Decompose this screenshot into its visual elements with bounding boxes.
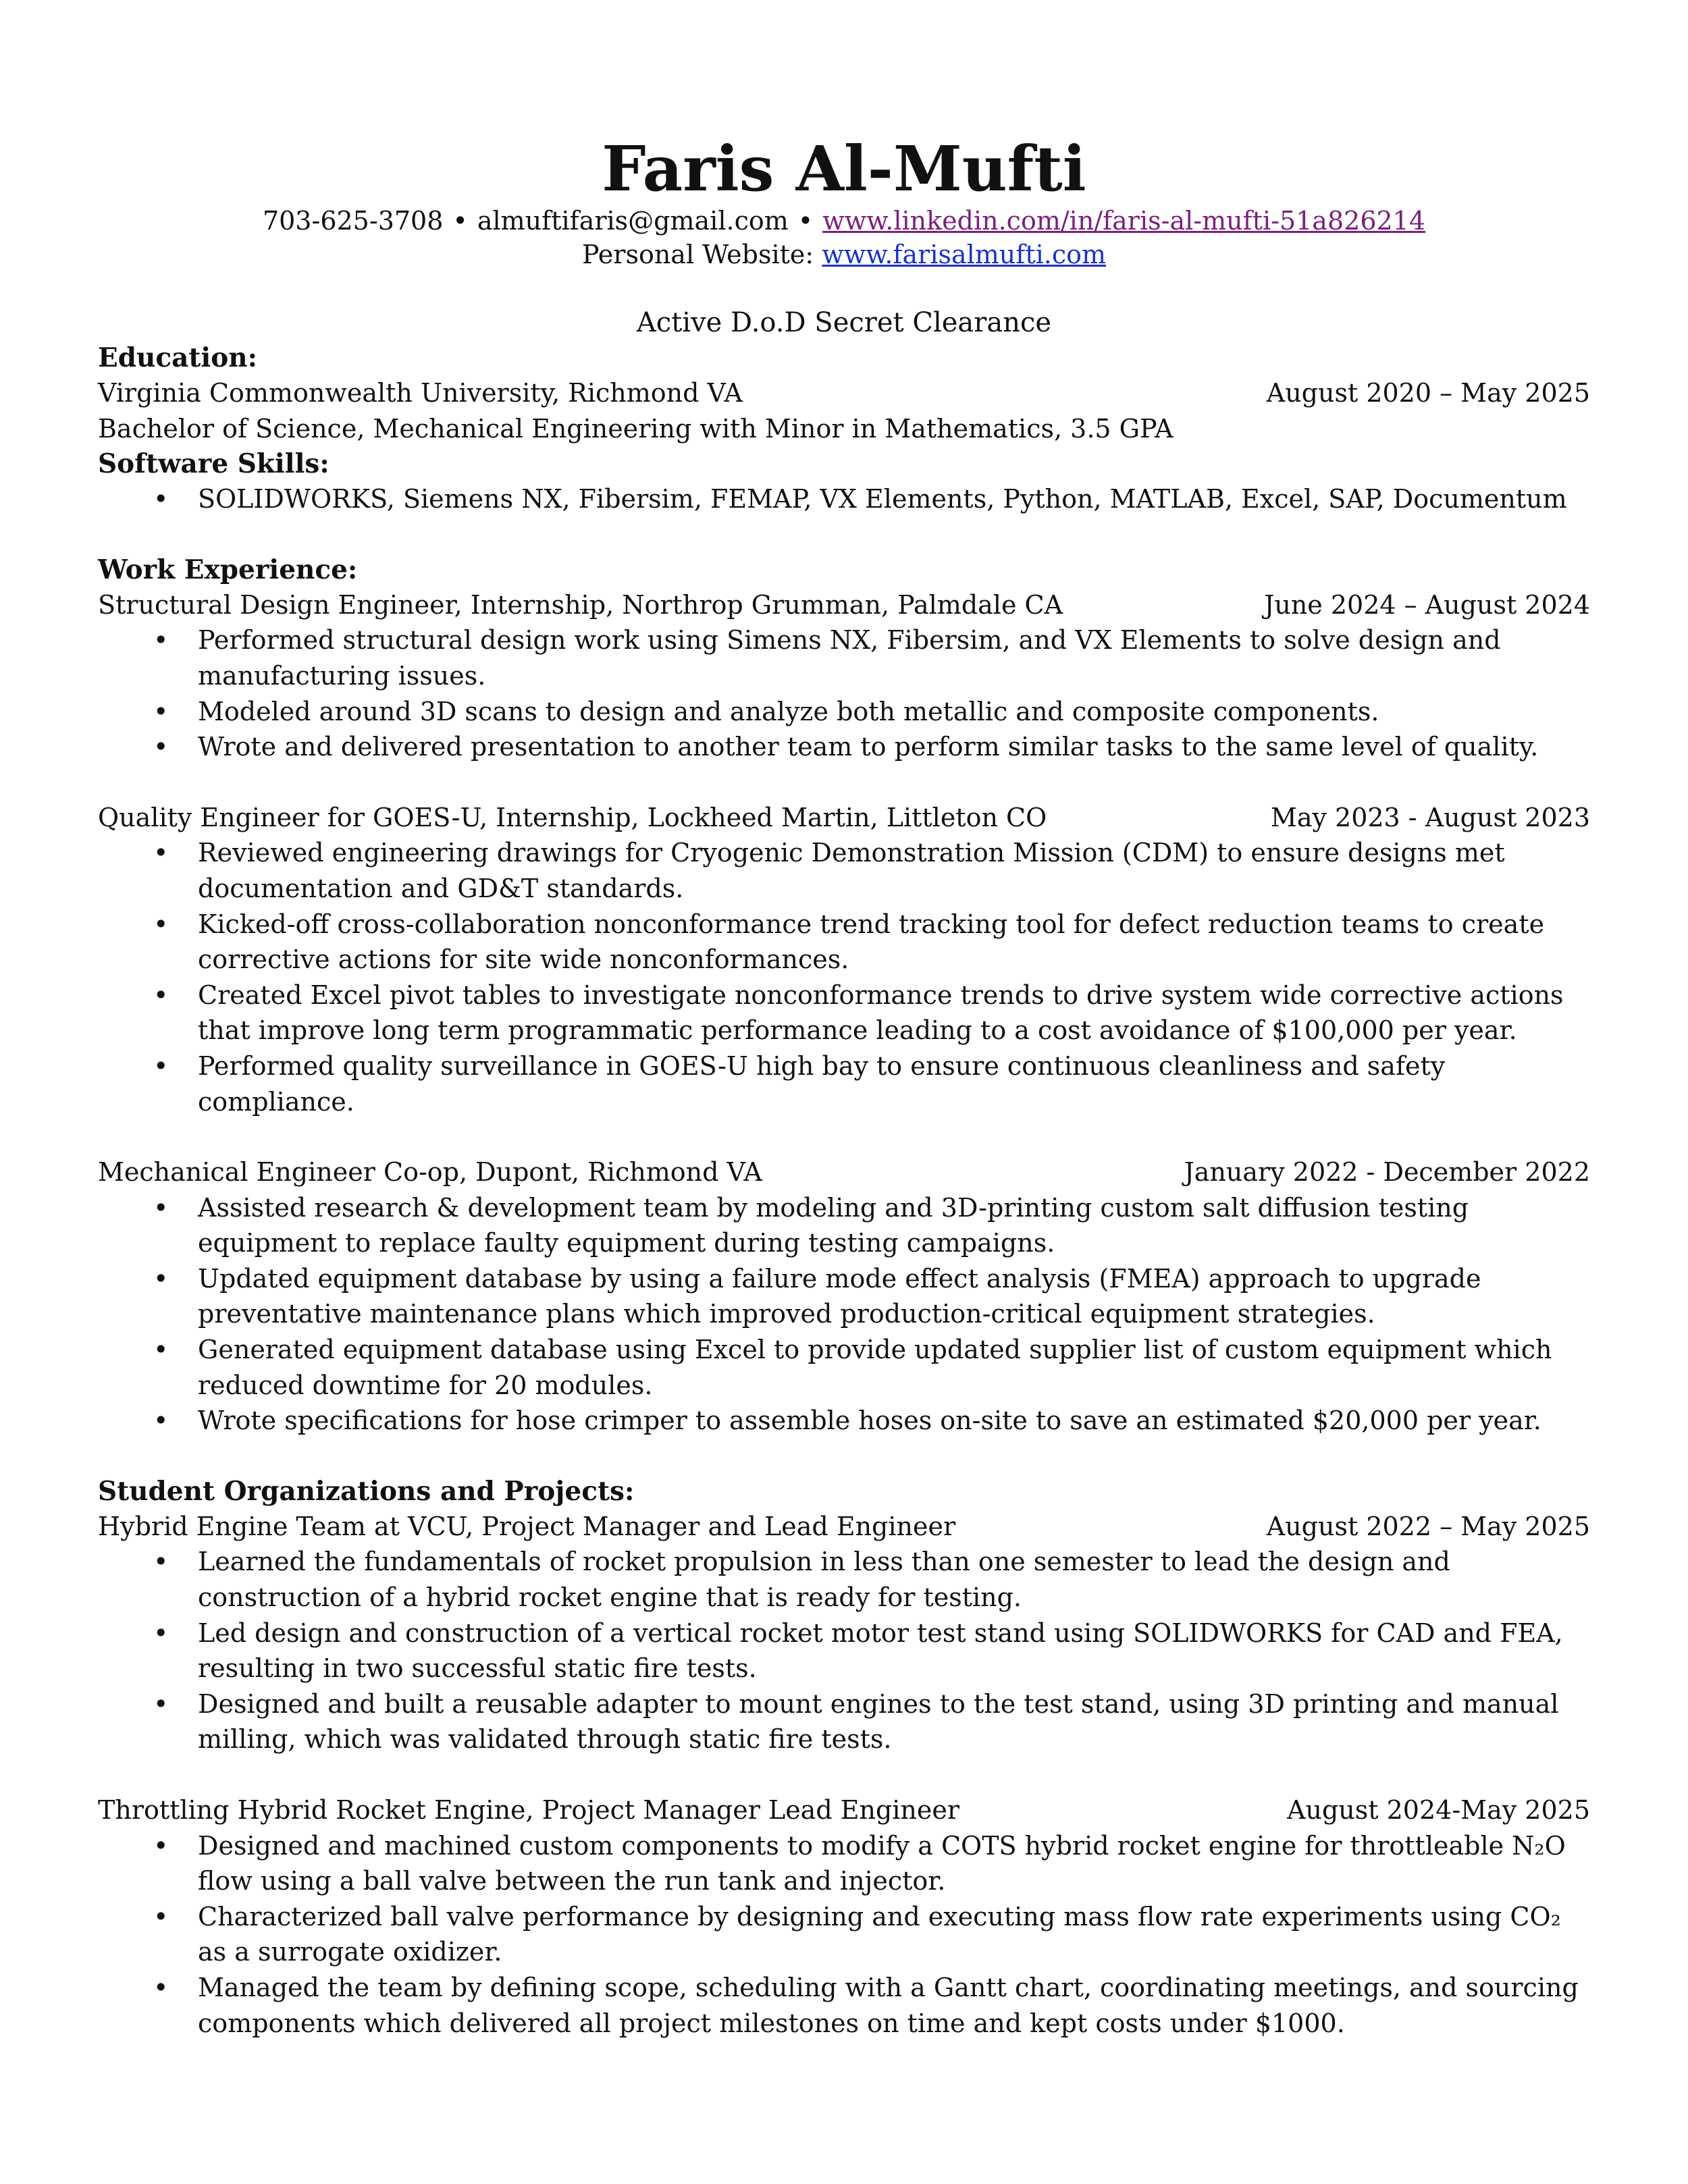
job-role: Quality Engineer for GOES-U, Internship, Lockheed Martin, Littleton CO [98, 802, 1047, 832]
list-item: • Modeled around 3D scans to design and analyze both metallic and composite components. [198, 694, 1590, 730]
bullet-separator: • [797, 206, 814, 236]
projects-heading: Student Organizations and Projects: [98, 1475, 635, 1507]
list-item: • Assisted research & development team by modeling and 3D-printing custom salt diffusion testing equipment to replace faulty equipment during testing campaigns. [198, 1190, 1590, 1261]
list-item: • Performed structural design work using Simens NX, Fibersim, and VX Elements to solve design and manufacturing issues. [198, 622, 1590, 693]
project-bullets [98, 1828, 1590, 2042]
list-item: • Kicked-off cross-collaboration nonconformance trend tracking tool for defect reduction teams to create corrective actions for site wide nonconformances. [198, 907, 1590, 978]
project-dates: August 2022 – May 2025 [1266, 1511, 1590, 1541]
project-header [98, 1792, 1590, 1828]
education-dates: August 2020 – May 2025 [1266, 378, 1590, 408]
project-header [98, 1509, 1590, 1545]
job-role: Mechanical Engineer Co-op, Dupont, Richmond VA [98, 1157, 762, 1188]
list-item: • Wrote specifications for hose crimper to assemble hoses on-site to save an estimated $20,000 per year. [198, 1403, 1590, 1439]
bullet-separator: • [452, 206, 468, 236]
list-item: • Characterized ball valve performance by designing and executing mass flow rate experiments using CO₂ as a surrogate oxidizer. [198, 1899, 1590, 1970]
list-item: • Created Excel pivot tables to investigate nonconformance trends to drive system wide corrective actions that improve long term programmatic performance leading to a cost avoidance of $100,000 per year. [198, 978, 1590, 1048]
phone-number: 703-625-3708 [262, 206, 444, 236]
project-bullets [98, 1544, 1590, 1757]
project-role: Throttling Hybrid Rocket Engine, Project Manager Lead Engineer [98, 1795, 960, 1825]
website-label: Personal Website: [581, 240, 814, 269]
degree-line: Bachelor of Science, Mechanical Engineering with Minor in Mathematics, 3.5 GPA [98, 413, 1173, 444]
clearance-line: Active D.o.D Secret Clearance [636, 307, 1052, 338]
job-dates: May 2023 - August 2023 [1270, 802, 1590, 832]
job-header [98, 800, 1590, 836]
list-item: • Led design and construction of a vertical rocket motor test stand using SOLIDWORKS for CAD and FEA, resulting in two successful static fire tests. [198, 1616, 1590, 1686]
job-role: Structural Design Engineer, Internship, Northrop Grumman, Palmdale CA [98, 589, 1063, 620]
job-bullets [98, 622, 1590, 764]
list-item: • Designed and machined custom components to modify a COTS hybrid rocket engine for throttleable N₂O flow using a ball valve between the run tank and injector. [198, 1828, 1590, 1899]
job-bullets [98, 1190, 1590, 1439]
education-heading: Education: [98, 342, 257, 373]
job-header [98, 587, 1590, 623]
list-item: • Generated equipment database using Excel to provide updated supplier list of custom equipment which reduced downtime for 20 modules. [198, 1332, 1590, 1403]
website-line [98, 238, 1590, 271]
software-list [98, 481, 1590, 517]
job-header [98, 1154, 1590, 1190]
project-dates: August 2024-May 2025 [1287, 1795, 1590, 1825]
job-dates: June 2024 – August 2024 [1264, 589, 1590, 620]
list-item: • Reviewed engineering drawings for Cryogenic Demonstration Mission (CDM) to ensure designs met documentation and GD&T standards. [198, 835, 1590, 906]
email-address: almuftifaris@gmail.com [477, 206, 789, 236]
school-name: Virginia Commonwealth University, Richmond VA [98, 378, 743, 408]
website-link[interactable]: www.farisalmufti.com [822, 240, 1107, 269]
contact-line [98, 204, 1590, 238]
job-bullets [98, 835, 1590, 1119]
linkedin-link[interactable]: www.linkedin.com/in/faris-al-mufti-51a826214 [822, 206, 1426, 236]
job-dates: January 2022 - December 2022 [1184, 1157, 1590, 1188]
list-item: • Learned the fundamentals of rocket propulsion in less than one semester to lead the design and construction of a hybrid rocket engine that is ready for testing. [198, 1544, 1590, 1615]
education-row [98, 375, 1590, 411]
list-item: • Managed the team by defining scope, scheduling with a Gantt chart, coordinating meetings, and sourcing components which delivered all project milestones on time and kept costs under $1000. [198, 1970, 1590, 2041]
list-item: • SOLIDWORKS, Siemens NX, Fibersim, FEMAP, VX Elements, Python, MATLAB, Excel, SAP, Documentum [198, 481, 1590, 517]
list-item: • Performed quality surveillance in GOES-U high bay to ensure continuous cleanliness and safety compliance. [198, 1048, 1590, 1119]
project-role: Hybrid Engine Team at VCU, Project Manager and Lead Engineer [98, 1511, 956, 1541]
resume-name: Faris Al-Mufti [602, 132, 1086, 205]
list-item: • Updated equipment database by using a failure mode effect analysis (FMEA) approach to upgrade preventative maintenance plans which improved production-critical equipment strategies. [198, 1261, 1590, 1332]
list-item: • Wrote and delivered presentation to another team to perform similar tasks to the same level of quality. [198, 729, 1590, 765]
work-heading: Work Experience: [98, 554, 358, 585]
list-item: • Designed and built a reusable adapter to mount engines to the test stand, using 3D printing and manual milling, which was validated through static fire tests. [198, 1686, 1590, 1757]
software-heading: Software Skills: [98, 448, 329, 480]
